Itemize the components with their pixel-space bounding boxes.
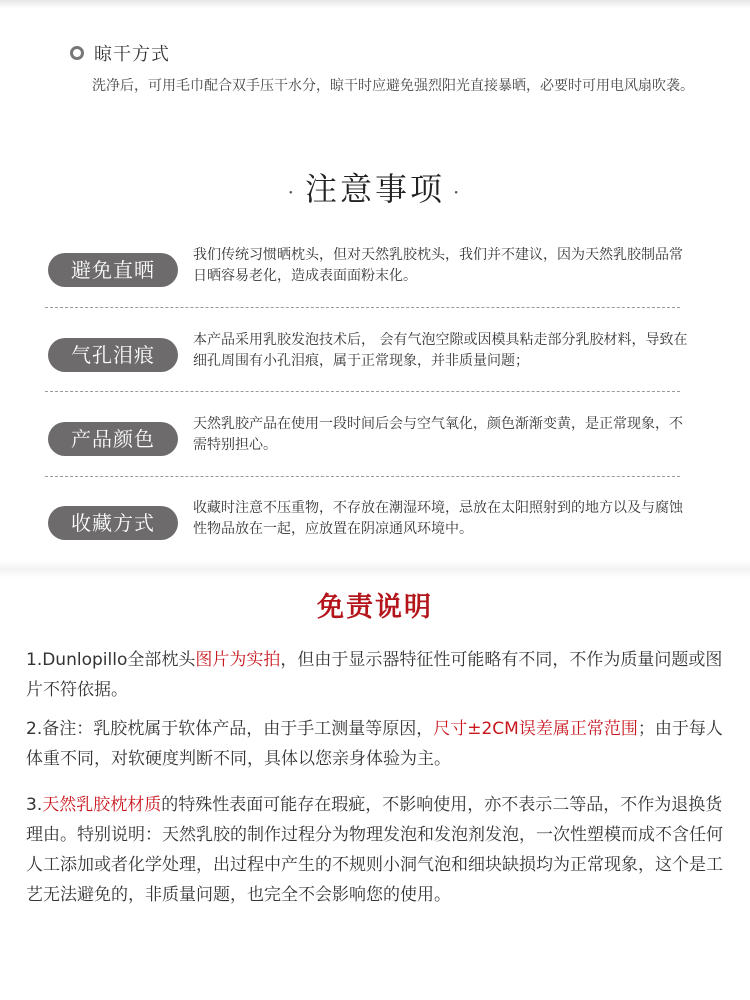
notes-section-title	[0, 164, 750, 210]
note-item-sun	[48, 245, 688, 315]
dashed-divider	[45, 307, 680, 308]
note-text: 本产品采用乳胶发泡技术后， 会有气泡空隙或因模具粘走部分乳胶材料，导致在细孔周围有小孔泪痕，属于正常现象，并非质量问题；	[193, 332, 688, 369]
drying-title: 晾干方式	[94, 44, 170, 65]
note-label-badge: 收藏方式	[48, 506, 178, 540]
note-item-storage	[48, 498, 688, 568]
disclaimer-highlight: 图片为实拍	[195, 650, 281, 670]
drying-section-header	[70, 40, 170, 66]
disclaimer-paragraph-3	[26, 790, 726, 910]
dashed-divider	[45, 476, 680, 477]
note-label-badge: 产品颜色	[48, 422, 178, 456]
dashed-divider	[45, 391, 680, 392]
drying-body: 洗净后，可用毛巾配合双手压干水分，晾干时应避免强烈阳光直接暴晒，必要时可用电风扇吹袭。	[92, 78, 694, 94]
disclaimer-text: 的特殊性表面可能存在瑕疵，不影响使用，亦不表示二等品，不作为退换货理由。特别说明：天然乳胶的制作过程分为物理发泡和发泡剂发泡，一次性塑模而成不含任何人工添加或者化学处理，出过程中产生的不规则小洞气泡和细块缺损均为正常现象，这个是工艺无法避免的，非质量问题，也完全不会影响您的使用。	[26, 795, 723, 905]
note-text: 天然乳胶产品在使用一段时间后会与空气氧化，颜色渐渐变黄，是正常现象，不需特别担心。	[193, 416, 683, 453]
note-item-pores	[48, 330, 688, 400]
disclaimer-highlight: 天然乳胶枕材质	[42, 795, 162, 815]
ring-bullet-icon	[70, 46, 84, 60]
note-label-badge: 气孔泪痕	[48, 338, 178, 372]
top-edge	[0, 0, 750, 8]
note-text: 我们传统习惯晒枕头，但对天然乳胶枕头，我们并不建议，因为天然乳胶制品常日晒容易老化，造成表面面粉末化。	[193, 247, 683, 284]
disclaimer-paragraph-2	[26, 714, 726, 774]
disclaimer-highlight: 尺寸±2CM误差属正常范围	[433, 719, 638, 739]
disclaimer-title: 免责说明	[317, 592, 433, 623]
title-dot-left: ·	[287, 179, 297, 204]
disclaimer-text: 1.Dunlopillo全部枕头	[26, 650, 196, 670]
title-dot-right: ·	[453, 179, 463, 204]
disclaimer-text: 3.	[26, 795, 43, 815]
section-band	[0, 560, 750, 578]
note-text: 收藏时注意不压重物，不存放在潮湿环境，忌放在太阳照射到的地方以及与腐蚀性物品放在一起，应放置在阴凉通风环境中。	[193, 500, 683, 537]
disclaimer-text: ，但由于显示器特征性可能略有不同，不作为质量问题或图片不符依据。	[26, 650, 723, 700]
disclaimer-text: ；由于每人体重不同，对软硬度判断不同，具体以您亲身体验为主。	[26, 719, 723, 769]
disclaimer-paragraph-1	[26, 645, 726, 705]
note-label-badge: 避免直晒	[48, 253, 178, 287]
note-item-color	[48, 414, 688, 484]
notes-title-text: 注意事项	[304, 170, 445, 208]
disclaimer-text: 2.备注：乳胶枕属于软体产品，由于手工测量等原因，	[26, 719, 434, 739]
